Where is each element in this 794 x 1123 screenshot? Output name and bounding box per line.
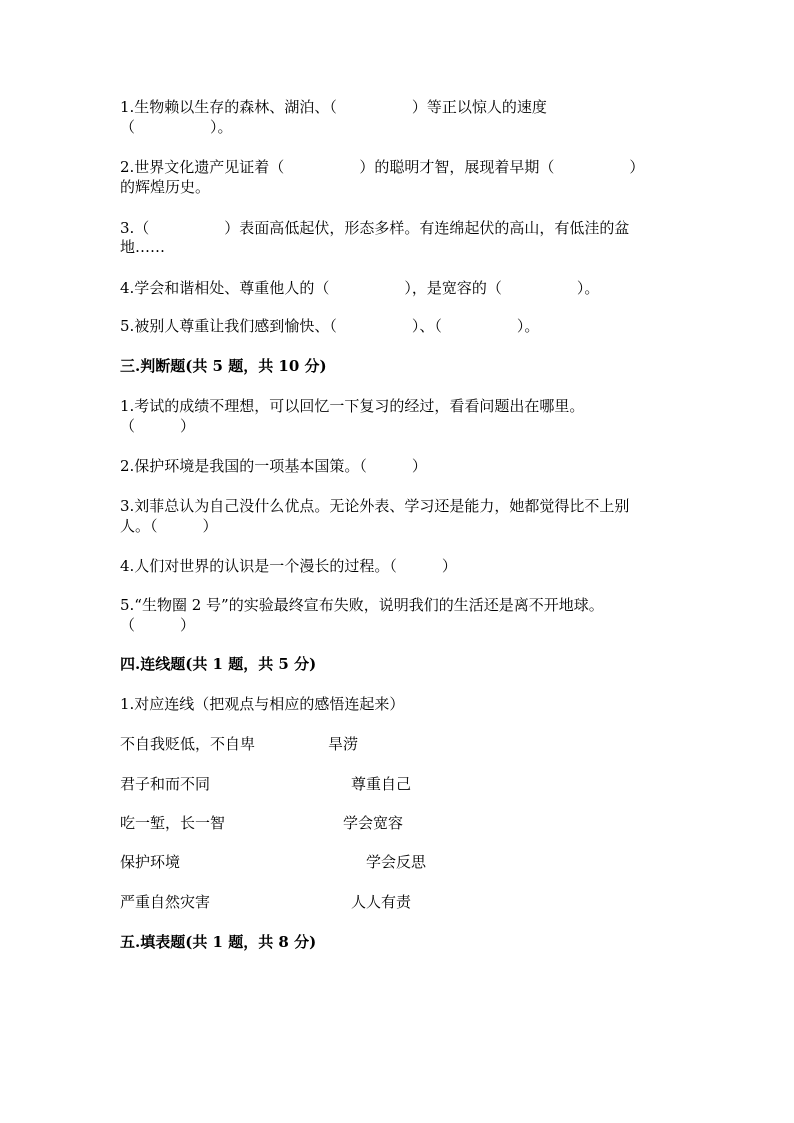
matching-left-1: 不自我贬低，不自卑	[120, 735, 256, 753]
section-5-heading: 五.填表题(共 1 题，共 8 分)	[120, 933, 317, 951]
judge-item-1-line2: （ ）	[120, 417, 196, 435]
matching-right-4: 学会反思	[366, 853, 427, 871]
matching-right-2: 尊重自己	[351, 775, 412, 793]
section-3-heading: 三.判断题(共 5 题，共 10 分)	[120, 357, 327, 375]
fill-blank-item-2-line2: 的辉煌历史。	[120, 178, 211, 196]
fill-blank-item-3-line2: 地……	[120, 238, 166, 256]
judge-item-4: 4.人们对世界的认识是一个漫长的过程。（ ）	[120, 557, 457, 575]
matching-right-3: 学会宽容	[343, 814, 404, 832]
matching-right-5: 人人有责	[351, 893, 412, 911]
judge-item-3-line2: 人。（ ）	[120, 517, 218, 535]
matching-left-2: 君子和而不同	[120, 775, 211, 793]
section-4-heading: 四.连线题(共 1 题，共 5 分)	[120, 655, 317, 673]
matching-question: 1.对应连线（把观点与相应的感悟连起来）	[120, 695, 405, 713]
fill-blank-item-2-line1: 2.世界文化遗产见证着（ ）的聪明才智，展现着早期（ ）	[120, 158, 645, 176]
judge-item-3-line1: 3.刘菲总认为自己没什么优点。无论外表、学习还是能力，她都觉得比不上别	[120, 497, 630, 515]
judge-item-5-line1: 5.“生物圈 2 号”的实验最终宣布失败，说明我们的生活还是离不开地球。	[120, 596, 604, 614]
judge-item-5-line2: （ ）	[120, 616, 196, 634]
fill-blank-item-3-line1: 3.（ ）表面高低起伏，形态多样。有连绵起伏的高山，有低洼的盆	[120, 219, 630, 237]
fill-blank-item-4: 4.学会和谐相处、尊重他人的（ ），是宽容的（ ）。	[120, 279, 600, 297]
judge-item-2: 2.保护环境是我国的一项基本国策。（ ）	[120, 457, 427, 475]
matching-left-4: 保护环境	[120, 853, 181, 871]
matching-right-1: 旱涝	[328, 735, 359, 753]
matching-left-5: 严重自然灾害	[120, 893, 211, 911]
judge-item-1-line1: 1.考试的成绩不理想，可以回忆一下复习的经过，看看问题出在哪里。	[120, 397, 585, 415]
fill-blank-item-5: 5.被别人尊重让我们感到愉快、（ ）、（ ）。	[120, 317, 540, 335]
fill-blank-item-1-line2: （ ）。	[120, 118, 233, 136]
matching-left-3: 吃一堑，长一智	[120, 814, 226, 832]
fill-blank-item-1-line1: 1.生物赖以生存的森林、湖泊、（ ）等正以惊人的速度	[120, 98, 547, 116]
